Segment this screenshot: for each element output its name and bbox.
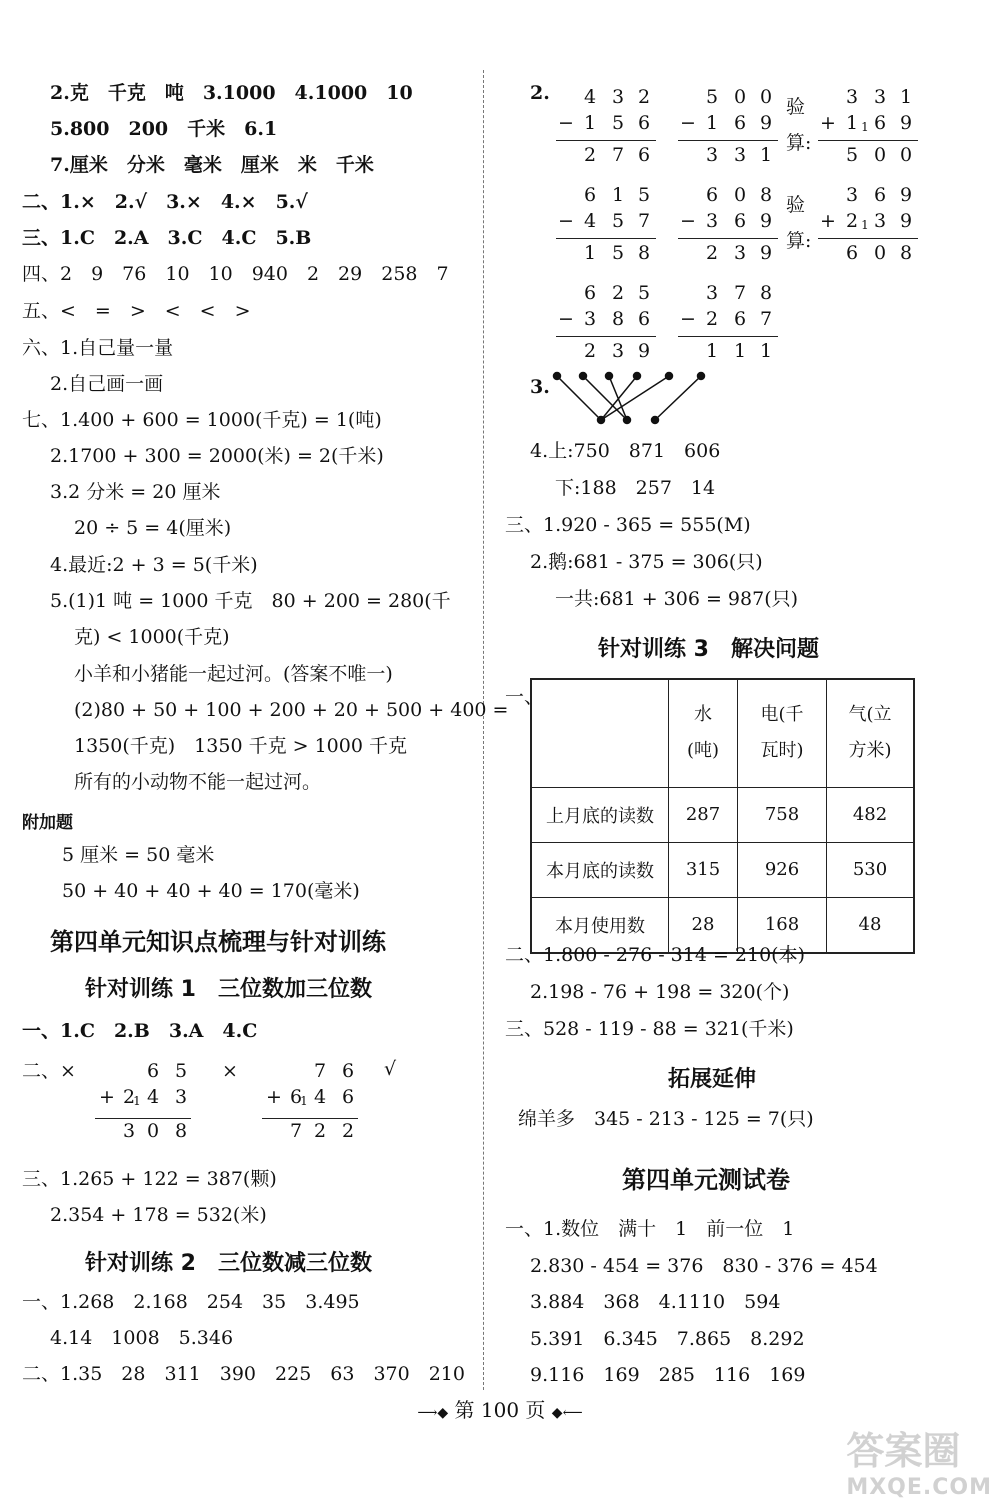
meter-reading-table — [530, 678, 915, 954]
answer-line: 3.2 分米 = 20 厘米 — [50, 481, 221, 503]
watermark-logo — [846, 1420, 992, 1500]
answer-line: 三、1.265 + 122 = 387(颗) — [22, 1168, 277, 1190]
section-title: 针对训练 3 解决问题 — [598, 637, 819, 662]
table-cell: 48 — [827, 897, 915, 953]
answer-line: 一、1.数位 满十 1 前一位 1 — [505, 1218, 795, 1240]
verify-label: 算: — [786, 230, 812, 252]
answer-line: 2.198 - 76 + 198 = 320(个) — [530, 981, 790, 1003]
answer-line: 3.884 368 4.1110 594 — [530, 1291, 781, 1313]
answer-line: 一、1.268 2.168 254 35 3.495 — [22, 1291, 360, 1313]
vertical-subtraction: 6 0 8 − 3 6 9 2 3 9 — [678, 184, 778, 268]
table-cell: 758 — [738, 787, 827, 842]
answer-line: 1350(千克) 1350 千克 > 1000 千克 — [74, 735, 407, 757]
answer-line: 二、× — [22, 1060, 76, 1082]
answer-line: (2)80 + 50 + 100 + 200 + 20 + 500 + 400 = — [74, 699, 509, 721]
table-cell: 本月底的读数 — [531, 842, 669, 897]
section-label: 一、 — [505, 686, 544, 708]
matching-lines — [545, 368, 715, 428]
table-cell: 315 — [669, 842, 738, 897]
table-cell: 287 — [669, 787, 738, 842]
section-title: 针对训练 2 三位数减三位数 — [85, 1251, 372, 1276]
answer-line: 下:188 257 14 — [555, 477, 716, 499]
answer-line: 2.鹅:681 - 375 = 306(只) — [530, 551, 763, 573]
answer-line: 克) < 1000(千克) — [74, 626, 230, 648]
arrow-left-icon: ⟶◆ — [417, 1405, 449, 1421]
page-number: 第 100 页 — [454, 1398, 546, 1422]
vertical-subtraction: 5 0 0 − 1 6 9 3 3 1 — [678, 86, 778, 170]
answer-line: 一共:681 + 306 = 987(只) — [555, 588, 799, 610]
answer-line: 三、528 - 119 - 88 = 321(千米) — [505, 1018, 794, 1040]
answer-line: 2.自己画一画 — [50, 373, 164, 395]
arrow-right-icon: ◆⟵ — [551, 1405, 583, 1421]
watermark-url: MXQE.COM — [846, 1475, 992, 1500]
answer-line: 所有的小动物不能一起过河。 — [74, 771, 322, 793]
answer-line: 2.克 千克 吨 3.1000 4.1000 10 — [50, 82, 413, 104]
watermark-text: 答案圈 — [846, 1429, 961, 1473]
answer-line: 4.最近:2 + 3 = 5(千米) — [50, 554, 258, 576]
answer-line: 4.上:750 871 606 — [530, 440, 721, 462]
answer-line: 三、1.C 2.A 3.C 4.C 5.B — [22, 227, 312, 249]
answer-line: 7.厘米 分米 毫米 厘米 米 千米 — [50, 154, 374, 176]
answer-line: 4.14 1008 5.346 — [50, 1327, 234, 1349]
table-row — [531, 787, 914, 842]
vertical-addition: 6 5 + 2 4 1 3 3 0 8 — [95, 1060, 195, 1146]
table-cell: 本月使用数 — [531, 897, 669, 953]
answer-line: 绵羊多 345 - 213 - 125 = 7(只) — [518, 1108, 814, 1130]
section-title: 第四单元测试卷 — [622, 1166, 790, 1194]
answer-line: 2.354 + 178 = 532(米) — [50, 1204, 267, 1226]
answer-line: 20 ÷ 5 = 4(厘米) — [74, 517, 232, 539]
table-cell: 530 — [827, 842, 915, 897]
answer-line: 5 厘米 = 50 毫米 — [62, 844, 215, 866]
answer-line: 5.391 6.345 7.865 8.292 — [530, 1328, 805, 1350]
answer-line: 二、1.× 2.√ 3.× 4.× 5.√ — [22, 191, 308, 213]
answer-line: 六、1.自己量一量 — [22, 337, 174, 359]
answer-line: 一、1.C 2.B 3.A 4.C — [22, 1020, 258, 1042]
answer-line: √ — [384, 1058, 397, 1080]
question-number: 3. — [530, 376, 550, 398]
table-cell: 482 — [827, 787, 915, 842]
answer-line: 5.(1)1 吨 = 1000 千克 80 + 200 = 280(千 — [50, 590, 451, 612]
question-number: 2. — [530, 82, 550, 104]
table-header: 气(立 方米) — [827, 679, 915, 787]
answer-line: × — [222, 1060, 238, 1082]
section-title: 针对训练 1 三位数加三位数 — [85, 977, 372, 1002]
answer-line: 9.116 169 285 116 169 — [530, 1364, 806, 1386]
page-footer — [0, 1394, 1000, 1423]
verify-label: 验 — [786, 194, 806, 216]
table-cell: 上月底的读数 — [531, 787, 669, 842]
table-row — [531, 842, 914, 897]
answer-line: 2.830 - 454 = 376 830 - 376 = 454 — [530, 1255, 878, 1277]
answer-line: 50 + 40 + 40 + 40 = 170(毫米) — [62, 880, 360, 902]
table-corner — [531, 679, 669, 787]
answer-line: 二、1.800 - 276 - 314 = 210(本) — [505, 944, 806, 966]
vertical-subtraction: 4 3 2 − 1 5 6 2 7 6 — [556, 86, 656, 170]
answer-line: 5.800 200 千米 6.1 — [50, 118, 278, 140]
answer-line: 五、< = > < < > — [22, 300, 251, 322]
section-title: 拓展延伸 — [668, 1067, 757, 1092]
vertical-subtraction: 6 1 5 − 4 5 7 1 5 8 — [556, 184, 656, 268]
column-divider — [483, 70, 484, 1390]
table-header: 水 (吨) — [669, 679, 738, 787]
answer-line: 二、1.35 28 311 390 225 63 370 210 — [22, 1363, 465, 1385]
vertical-addition: 7 6 + 6 4 1 6 7 2 2 — [262, 1060, 362, 1146]
verify-label: 算: — [786, 132, 812, 154]
verify-label: 验 — [786, 96, 806, 118]
table-cell: 926 — [738, 842, 827, 897]
table-header: 电(千 瓦时) — [738, 679, 827, 787]
vertical-addition: 3 6 9 + 2 3 1 9 6 0 8 — [818, 184, 918, 268]
answer-line: 小羊和小猪能一起过河。(答案不唯一) — [74, 663, 393, 685]
table-cell: 168 — [738, 897, 827, 953]
table-cell: 28 — [669, 897, 738, 953]
answer-line: 三、1.920 - 365 = 555(M) — [505, 514, 751, 536]
vertical-addition: 3 3 1 + 1 6 1 9 5 0 0 — [818, 86, 918, 170]
vertical-subtraction: 3 7 8 − 2 6 7 1 1 1 — [678, 282, 778, 366]
answer-line: 2.1700 + 300 = 2000(米) = 2(千米) — [50, 445, 384, 467]
answer-line: 四、2 9 76 10 10 940 2 29 258 7 — [22, 263, 449, 285]
extra-title: 附加题 — [22, 813, 73, 833]
answer-line: 七、1.400 + 600 = 1000(千克) = 1(吨) — [22, 409, 382, 431]
vertical-subtraction: 6 2 5 − 3 8 6 2 3 9 — [556, 282, 656, 366]
unit-title: 第四单元知识点梳理与针对训练 — [50, 928, 386, 956]
